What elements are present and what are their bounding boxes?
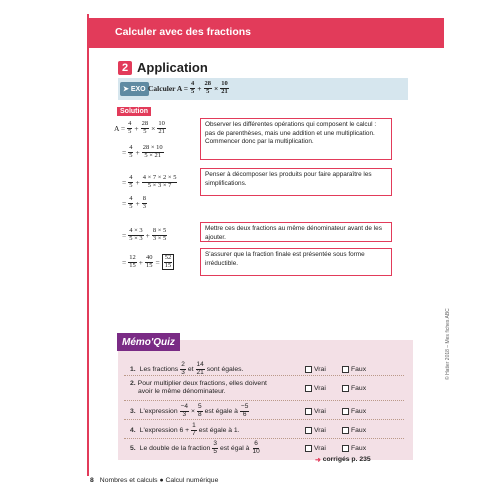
note-2: Penser à décomposer les produits pour faire apparaître les simplifications. (200, 168, 392, 196)
corrections-label: corrigés p. 235 (322, 456, 371, 463)
divider (124, 419, 404, 420)
quiz-question-3: 3. L'expression $\frac{-4}{3}$ × $\frac{5}{8}$ est égale à −5 6 (130, 403, 249, 418)
q4-vrai-checkbox[interactable]: Vrai (305, 427, 326, 434)
page-number: 8 (90, 477, 94, 484)
q1-vrai-checkbox[interactable]: Vrai (305, 366, 326, 373)
arrow-right-icon: ➜ (315, 457, 321, 464)
section-number: 2 (118, 61, 132, 75)
q2-faux-checkbox[interactable]: Faux (342, 385, 366, 392)
chapter-title: Calculer avec des fractions (115, 26, 251, 38)
page-footer (90, 477, 218, 484)
solution-step-2: = $\frac{4}{5}$ + $\frac{28 \times 10}{5 \times 21}$ (122, 144, 163, 159)
quiz-question-4: 4. L'expression 6 + $\frac{1}{7}$ est égale à 1. (130, 422, 240, 437)
solution-step-1: A = $\frac{4}{5}$ + $\frac{28}{5}$ × $\frac{10}{21}$ (114, 120, 165, 135)
q2-vrai-checkbox[interactable]: Vrai (305, 385, 326, 392)
margin-rule (87, 14, 89, 476)
exercise-banner (118, 78, 408, 100)
chapter-header (87, 18, 444, 48)
note-4: S'assurer que la fraction finale est présentée sous forme irréductible. (200, 248, 392, 276)
memo-quiz-title: Mémo'Quiz (117, 333, 180, 351)
final-answer: $\frac{52}{15}$ (162, 254, 175, 270)
quiz-question-1: 1. Les fractions 2 3 et 14 21 sont égales. (130, 361, 244, 376)
divider (124, 400, 404, 401)
solution-step-4: = $\frac{4}{5}$ + $\frac{8}{3}$ (122, 195, 146, 210)
exo-badge: ➤ EXO (120, 82, 149, 96)
q5-faux-checkbox[interactable]: Faux (342, 445, 366, 452)
note-1: Observer les différentes opérations qui composent le calcul : pas de parenthèses, mais une addition et une multiplication. Commencer donc par la multiplication. (200, 118, 392, 160)
q4-faux-checkbox[interactable]: Faux (342, 427, 366, 434)
divider (124, 375, 404, 376)
section-heading (118, 60, 208, 75)
fraction: $\frac{10}{21}$ (221, 80, 228, 95)
solution-label: Solution (117, 107, 151, 116)
exo-badge-label: EXO (130, 85, 146, 93)
copyright-side-text: © Hatier 2018 – Mes fiches ABC (445, 308, 451, 380)
quiz-question-2: 2. Pour multiplier deux fractions, elles doivent avoir le même dénominateur. (130, 380, 267, 395)
exercise-prompt-text: Calculer A = (148, 83, 188, 93)
q1-faux-checkbox[interactable]: Faux (342, 366, 366, 373)
solution-step-3: = $\frac{4}{5}$ + $\frac{4 \times 7 \times 2 \times 5}{5 \times 3 \times 7}$ (122, 174, 177, 189)
divider (124, 438, 404, 439)
note-3: Mettre ces deux fractions au même dénominateur avant de les ajouter. (200, 222, 392, 242)
exercise-prompt: Calculer A = $\frac{4}{5}$ + $\frac{28}{5}$ × $\frac{10}{21}$ (148, 80, 228, 95)
q5-vrai-checkbox[interactable]: Vrai (305, 445, 326, 452)
solution-step-5: = $\frac{4 \times 3}{5 \times 3}$ + $\frac{8 \times 5}{3 \times 5}$ (122, 227, 167, 242)
solution-step-6: = $\frac{12}{15}$ + $\frac{40}{15}$ = $\frac{52}{15}$ (122, 254, 174, 270)
corrections-link[interactable] (315, 456, 371, 464)
section-title: Application (137, 60, 208, 75)
footer-text: Nombres et calculs ● Calcul numérique (99, 477, 219, 484)
q3-faux-checkbox[interactable]: Faux (342, 408, 366, 415)
fraction: $\frac{28}{5}$ (204, 80, 211, 95)
q3-vrai-checkbox[interactable]: Vrai (305, 408, 326, 415)
fraction: $\frac{4}{5}$ (190, 80, 195, 95)
quiz-question-5: 5. Le double de la fraction 3 5 est égal à 6 10 (130, 440, 260, 455)
